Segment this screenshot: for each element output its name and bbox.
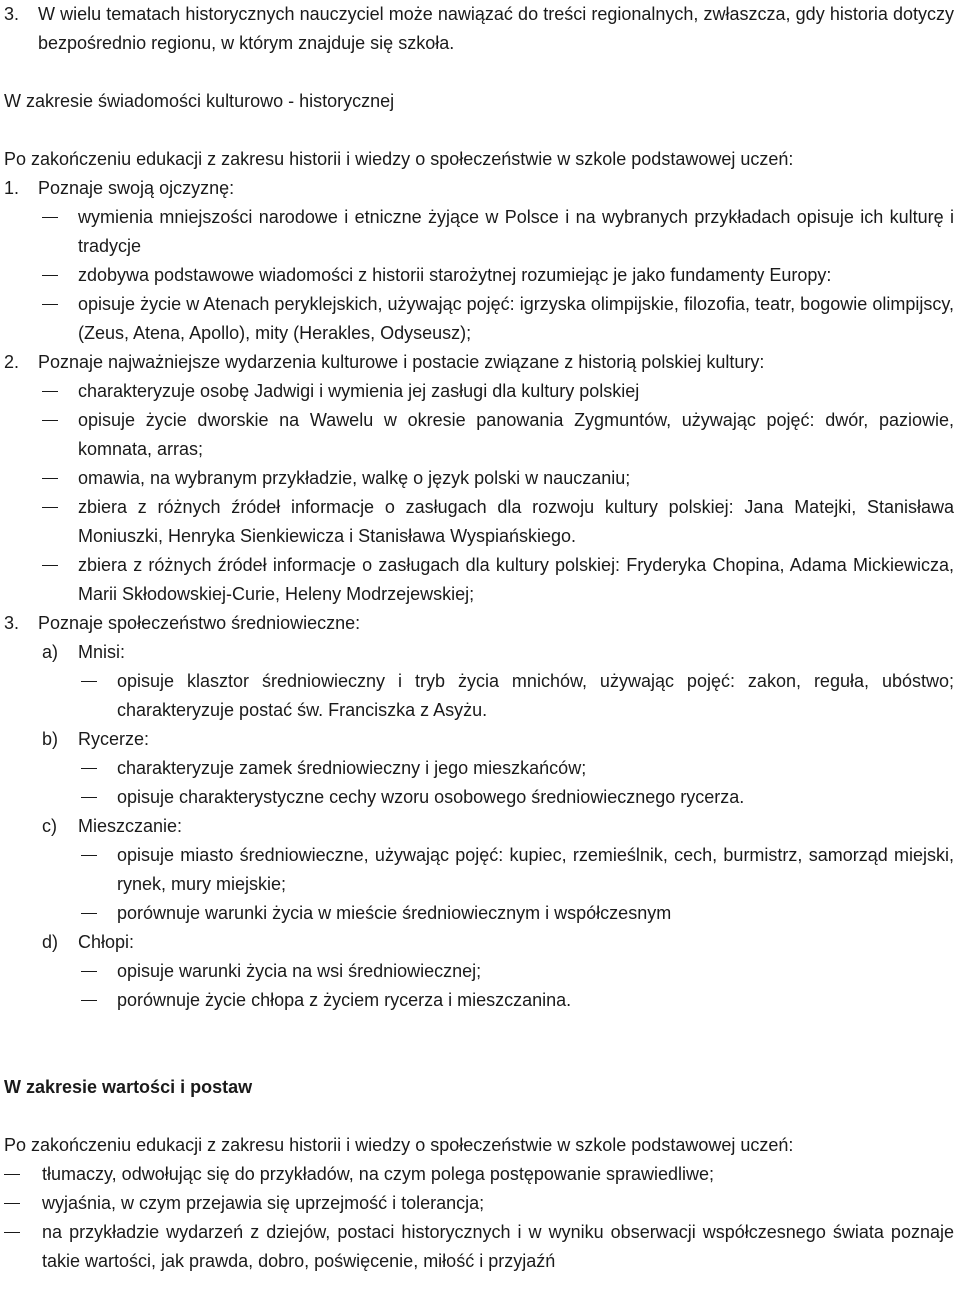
subgroup-letter: a) (42, 642, 59, 662)
list-item (4, 986, 954, 1015)
section1-item-2 (4, 348, 954, 377)
list-item (4, 783, 954, 812)
dash-bullet-icon (4, 1232, 20, 1233)
dash-bullet-icon (4, 1203, 20, 1204)
dash-bullet-icon (81, 1000, 97, 1001)
subgroup-letter: d) (42, 932, 59, 952)
dash-bullet-icon (42, 304, 58, 305)
spacer (4, 1015, 954, 1044)
list-item (4, 377, 954, 406)
bullet-text: porównuje życie chłopa z życiem rycerza i mieszczanina. (117, 990, 572, 1010)
dash-bullet-icon (4, 1174, 20, 1175)
list-item (4, 754, 954, 783)
dash-bullet-icon (81, 855, 97, 856)
dash-bullet-icon (42, 478, 58, 479)
subgroup-title: Mnisi: (78, 642, 126, 662)
section1-lead: Po zakończeniu edukacji z zakresu historii i wiedzy o społeczeństwie w szkole podstawowej uczeń: (4, 149, 794, 169)
item-title: Poznaje swoją ojczyznę: (38, 178, 235, 198)
subgroup-a (4, 638, 954, 667)
subgroup-title: Rycerze: (78, 729, 150, 749)
section1-heading: W zakresie świadomości kulturowo - historycznej (4, 91, 395, 111)
intro-item (4, 0, 954, 58)
item-title: Poznaje najważniejsze wydarzenia kulturowe i postacie związane z historią polskiej kultury: (38, 352, 765, 372)
dash-bullet-icon (81, 768, 97, 769)
list-item (4, 290, 954, 348)
list-item (4, 203, 954, 261)
subgroup-d (4, 928, 954, 957)
spacer (4, 116, 954, 145)
bullet-text: na przykładzie wydarzeń z dziejów, postaci historycznych i w wyniku obserwacji współczesnego świata poznaje takie wartości, jak prawda, dobro, poświęcenie, miłość i przyjaźń (42, 1222, 954, 1271)
subgroup-c (4, 812, 954, 841)
list-item (4, 841, 954, 899)
bullet-text: omawia, na wybranym przykładzie, walkę o język polski w nauczaniu; (78, 468, 631, 488)
bullet-text: opisuje życie dworskie na Wawelu w okresie panowania Zygmuntów, używając pojęć: dwór, paziowie, komnata, arras; (78, 410, 954, 459)
dash-bullet-icon (81, 681, 97, 682)
list-item (4, 957, 954, 986)
intro-text: W wielu tematach historycznych nauczyciel może nawiązać do treści regionalnych, zwłaszcza, gdy historia dotyczy bezpośrednio regionu, w którym znajduje się szkoła. (38, 4, 954, 53)
list-item (4, 1189, 954, 1218)
item-number: 2. (4, 352, 20, 372)
bullet-text: opisuje miasto średniowieczne, używając pojęć: kupiec, rzemieślnik, cech, burmistrz, samorząd miejski, rynek, mury miejskie; (117, 845, 954, 894)
list-item (4, 261, 954, 290)
dash-bullet-icon (42, 507, 58, 508)
spacer (4, 1044, 954, 1073)
bullet-text: wyjaśnia, w czym przejawia się uprzejmość i tolerancja; (42, 1193, 485, 1213)
bullet-text: wymienia mniejszości narodowe i etniczne żyjące w Polsce i na wybranych przykładach opisuje ich kulturę i tradycje (78, 207, 954, 256)
bullet-text: zbiera z różnych źródeł informacje o zasługach dla rozwoju kultury polskiej: Jana Matejki, Stanisława Moniuszki, Henryka Sienkiewicza i Stanisława Wyspiańskiego. (78, 497, 954, 546)
bullet-text: opisuje charakterystyczne cechy wzoru osobowego średniowiecznego rycerza. (117, 787, 745, 807)
list-item (4, 1218, 954, 1276)
subgroup-b (4, 725, 954, 754)
list-item (4, 1160, 954, 1189)
dash-bullet-icon (42, 275, 58, 276)
section1-item-1 (4, 174, 954, 203)
intro-number: 3. (4, 4, 20, 24)
dash-bullet-icon (42, 565, 58, 566)
list-item (4, 493, 954, 551)
bullet-text: porównuje warunki życia w mieście średniowiecznym i współczesnym (117, 903, 672, 923)
dash-bullet-icon (42, 217, 58, 218)
bullet-text: opisuje klasztor średniowieczny i tryb życia mnichów, używając pojęć: zakon, reguła, ubóstwo; charakteryzuje postać św. Franciszka z Asyżu. (117, 671, 954, 720)
spacer (4, 1102, 954, 1131)
item-number: 1. (4, 178, 20, 198)
subgroup-letter: b) (42, 729, 59, 749)
list-item (4, 464, 954, 493)
bullet-text: zbiera z różnych źródeł informacje o zasługach dla kultury polskiej: Fryderyka Chopina, Adama Mickiewicza, Marii Skłodowskiej-Curie, Heleny Modrzejewskiej; (78, 555, 954, 604)
bullet-text: opisuje życie w Atenach peryklejskich, używając pojęć: igrzyska olimpijskie, filozofia, teatr, bogowie olimpijscy, (Zeus, Atena, Apollo), mity (Herakles, Odyseusz); (78, 294, 954, 343)
bullet-text: charakteryzuje zamek średniowieczny i jego mieszkańców; (117, 758, 587, 778)
section2-heading: W zakresie wartości i postaw (4, 1077, 253, 1097)
subgroup-title: Chłopi: (78, 932, 135, 952)
subgroup-title: Mieszczanie: (78, 816, 183, 836)
dash-bullet-icon (81, 971, 97, 972)
bullet-text: charakteryzuje osobę Jadwigi i wymienia jej zasługi dla kultury polskiej (78, 381, 640, 401)
list-item (4, 551, 954, 609)
dash-bullet-icon (81, 913, 97, 914)
dash-bullet-icon (42, 391, 58, 392)
bullet-text: opisuje warunki życia na wsi średniowiecznej; (117, 961, 482, 981)
dash-bullet-icon (81, 797, 97, 798)
list-item (4, 667, 954, 725)
list-item (4, 899, 954, 928)
bullet-text: zdobywa podstawowe wiadomości z historii starożytnej rozumiejąc je jako fundamenty Europy: (78, 265, 832, 285)
spacer (4, 58, 954, 87)
dash-bullet-icon (42, 420, 58, 421)
subgroup-letter: c) (42, 816, 57, 836)
list-item (4, 406, 954, 464)
item-title: Poznaje społeczeństwo średniowieczne: (38, 613, 361, 633)
item-number: 3. (4, 613, 20, 633)
section2-lead: Po zakończeniu edukacji z zakresu historii i wiedzy o społeczeństwie w szkole podstawowej uczeń: (4, 1135, 794, 1155)
bullet-text: tłumaczy, odwołując się do przykładów, na czym polega postępowanie sprawiedliwe; (42, 1164, 715, 1184)
section1-item-3 (4, 609, 954, 638)
